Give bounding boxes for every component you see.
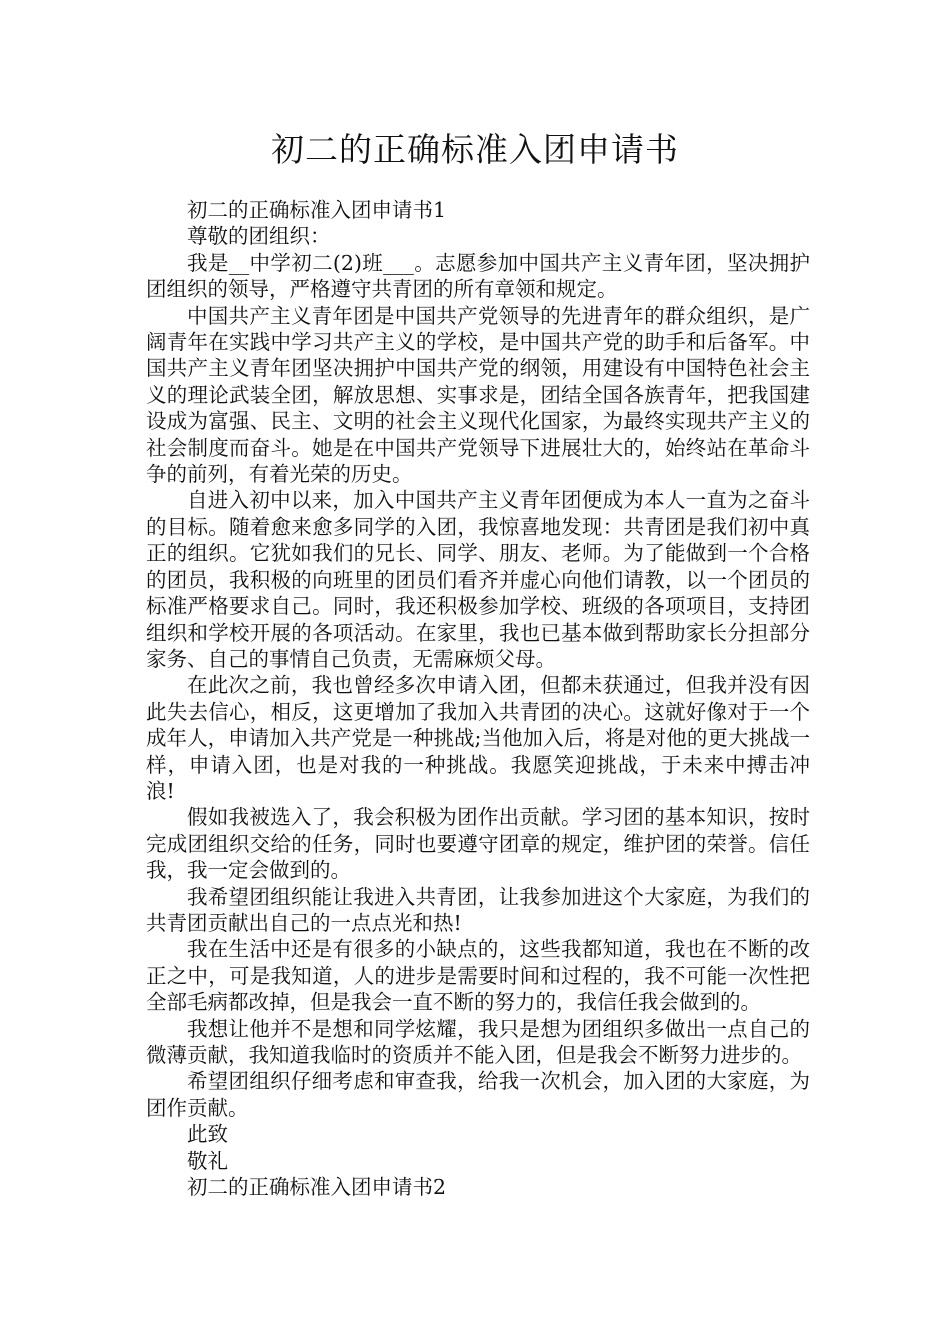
paragraph-hope: 我希望团组织能让我进入共青团，让我参加进这个大家庭，为我们的共青团贡献出自己的一点点光和热! [146, 884, 810, 935]
document-title: 初二的正确标准入团申请书 [271, 130, 679, 169]
subtitle-2: 初二的正确标准入团申请书2 [187, 1175, 447, 1200]
paragraph-previous-attempts: 在此次之前，我也曾经多次申请入团，但都未获通过，但我并没有因此失去信心，相反，这更增加了我加入共青团的决心。这就好像对于一个成年人，申请加入共产党是一种挑战;当他加入后，将是对他的更大挑战一样，申请入团，也是对我的一种挑战。我愿笑迎挑战，于未来中搏击冲浪! [146, 673, 810, 803]
paragraph-contribution: 我想让他并不是想和同学炫耀，我只是想为团组织多做出一点自己的微薄贡献，我知道我临时的资质并不能入团，但是我会不断努力进步的。 [146, 1016, 810, 1067]
paragraph-league-description: 中国共产主义青年团是中国共产党领导的先进青年的群众组织，是广阔青年在实践中学习共产主义的学校，是中国共产党的助手和后备军。中国共产主义青年团坚决拥护中国共产党的纲领，用建设有中国特色社会主义的理论武装全团，解放思想、实事求是，团结全国各族青年，把我国建设成为富强、民主、文明的社会主义现代化国家，为最终实现共产主义的社会制度而奋斗。她是在中国共产党领导下进展壮大的，始终站在革命斗争的前列，有着光荣的历史。 [146, 303, 810, 487]
paragraph-request: 希望团组织仔细考虑和审查我，给我一次机会，加入团的大家庭，为团作贡献。 [146, 1069, 810, 1120]
subtitle-1: 初二的正确标准入团申请书1 [187, 198, 447, 222]
closing-jingli: 敬礼 [187, 1148, 228, 1173]
paragraph-commitment: 假如我被选入了，我会积极为团作出贡献。学习团的基本知识，按时完成团组织交给的任务，同时也要遵守团章的规定，维护团的荣誉。信任我，我一定会做到的。 [146, 805, 810, 883]
closing-cizhi: 此致 [187, 1122, 228, 1147]
paragraph-goal: 自进入初中以来，加入中国共产主义青年团便成为本人一直为之奋斗的目标。随着愈来愈多同学的入团，我惊喜地发现：共青团是我们初中真正的组织。它犹如我们的兄长、同学、朋友、老师。为了能做到一个合格的团员，我积极的向班里的团员们看齐并虚心向他们请教，以一个团员的标准严格要求自己。同时，我还积极参加学校、班级的各项项目，支持团组织和学校开展的各项活动。在家里，我也已基本做到帮助家长分担部分家务、自己的事情自己负责，无需麻烦父母。 [146, 488, 810, 671]
paragraph-shortcomings: 我在生活中还是有很多的小缺点的，这些我都知道，我也在不断的改正之中，可是我知道，人的进步是需要时间和过程的，我不可能一次性把全部毛病都改掉，但是我会一直不断的努力的，我信任我会做到的。 [146, 937, 810, 1015]
paragraph-intro: 我是__中学初二(2)班___。志愿参加中国共产主义青年团，坚决拥护团组织的领导，严格遵守共青团的所有章领和规定。 [146, 250, 810, 302]
document-body [146, 197, 810, 1200]
salutation: 尊敬的团组织： [187, 224, 331, 249]
